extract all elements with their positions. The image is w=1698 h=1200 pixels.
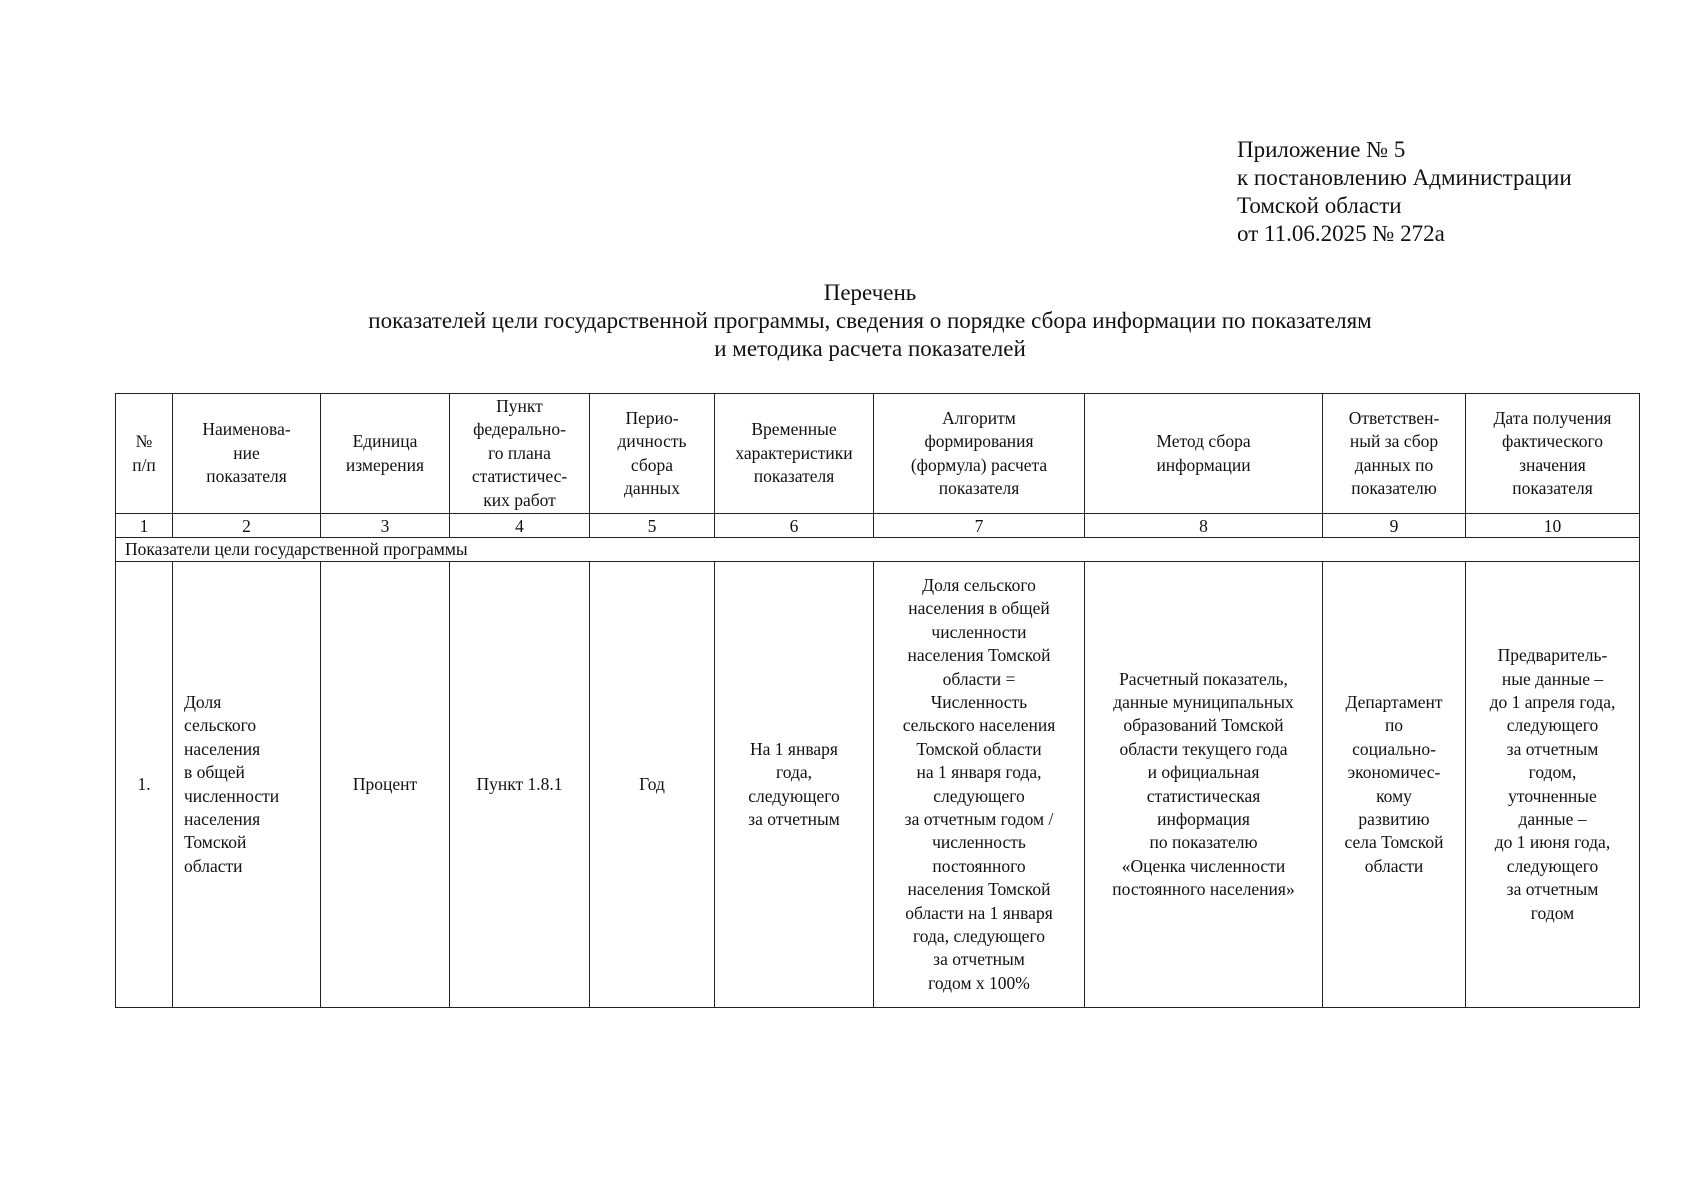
indicator-name-cell: Доля сельского населения в общей численности населения Томской области	[173, 562, 321, 1008]
document-title	[0, 279, 1698, 363]
header-cell: Метод сбора информации	[1085, 394, 1323, 514]
section-row	[116, 538, 1640, 562]
header-cell: Наименова- ние показателя	[173, 394, 321, 514]
appendix-date-line: от 11.06.2025 № 272а	[1237, 221, 1445, 246]
title-line: Перечень	[823, 280, 917, 305]
column-number-cell: 10	[1466, 514, 1640, 538]
collection-method-cell: Расчетный показатель, данные муниципальных образований Томской области текущего года и официальная статистическая информация по показателю «Оценка численности постоянного населения»	[1085, 562, 1323, 1008]
column-number-cell: 1	[116, 514, 173, 538]
header-cell: Пункт федерально- го плана статистичес- ких работ	[450, 394, 590, 514]
algorithm-cell: Доля сельского населения в общей численности населения Томской области = Численность сельского населения Томской области на 1 января года, следующего за отчетным годом / численность постоянного населения Томской области на 1 января года, следующего за отчетным годом х 100%	[874, 562, 1085, 1008]
column-number-row	[116, 514, 1640, 538]
title-line: и методика расчета показателей	[714, 336, 1026, 361]
appendix-line: Томской области	[1237, 193, 1402, 218]
appendix-line: к постановлению Администрации	[1237, 165, 1572, 190]
column-number-cell: 7	[874, 514, 1085, 538]
table-header-row	[116, 394, 1640, 514]
unit-cell: Процент	[321, 562, 450, 1008]
table-row	[116, 562, 1640, 1008]
column-number-cell: 3	[321, 514, 450, 538]
header-cell: № п/п	[116, 394, 173, 514]
appendix-line: Приложение № 5	[1237, 137, 1406, 162]
indicators-table	[115, 393, 1640, 1008]
row-number-cell: 1.	[116, 562, 173, 1008]
header-cell: Временные характеристики показателя	[715, 394, 874, 514]
column-number-cell: 5	[590, 514, 715, 538]
section-title: Показатели цели государственной программы	[116, 538, 1640, 562]
column-number-cell: 6	[715, 514, 874, 538]
header-cell: Алгоритм формирования (формула) расчета показателя	[874, 394, 1085, 514]
periodicity-cell: Год	[590, 562, 715, 1008]
responsible-cell: Департамент по социально- экономичес- кому развитию села Томской области	[1323, 562, 1466, 1008]
header-cell: Единица измерения	[321, 394, 450, 514]
column-number-cell: 4	[450, 514, 590, 538]
actual-value-date-cell: Предваритель- ные данные – до 1 апреля года, следующего за отчетным годом, уточненные данные – до 1 июня года, следующего за отчетным годом	[1466, 562, 1640, 1008]
header-cell: Перио- дичность сбора данных	[590, 394, 715, 514]
header-cell: Ответствен- ный за сбор данных по показателю	[1323, 394, 1466, 514]
header-cell: Дата получения фактического значения показателя	[1466, 394, 1640, 514]
federal-plan-item-cell: Пункт 1.8.1	[450, 562, 590, 1008]
column-number-cell: 8	[1085, 514, 1323, 538]
title-line: показателей цели государственной программы, сведения о порядке сбора информации по показателям	[368, 308, 1372, 333]
appendix-block	[1237, 136, 1572, 248]
column-number-cell: 9	[1323, 514, 1466, 538]
time-characteristics-cell: На 1 января года, следующего за отчетным	[715, 562, 874, 1008]
column-number-cell: 2	[173, 514, 321, 538]
